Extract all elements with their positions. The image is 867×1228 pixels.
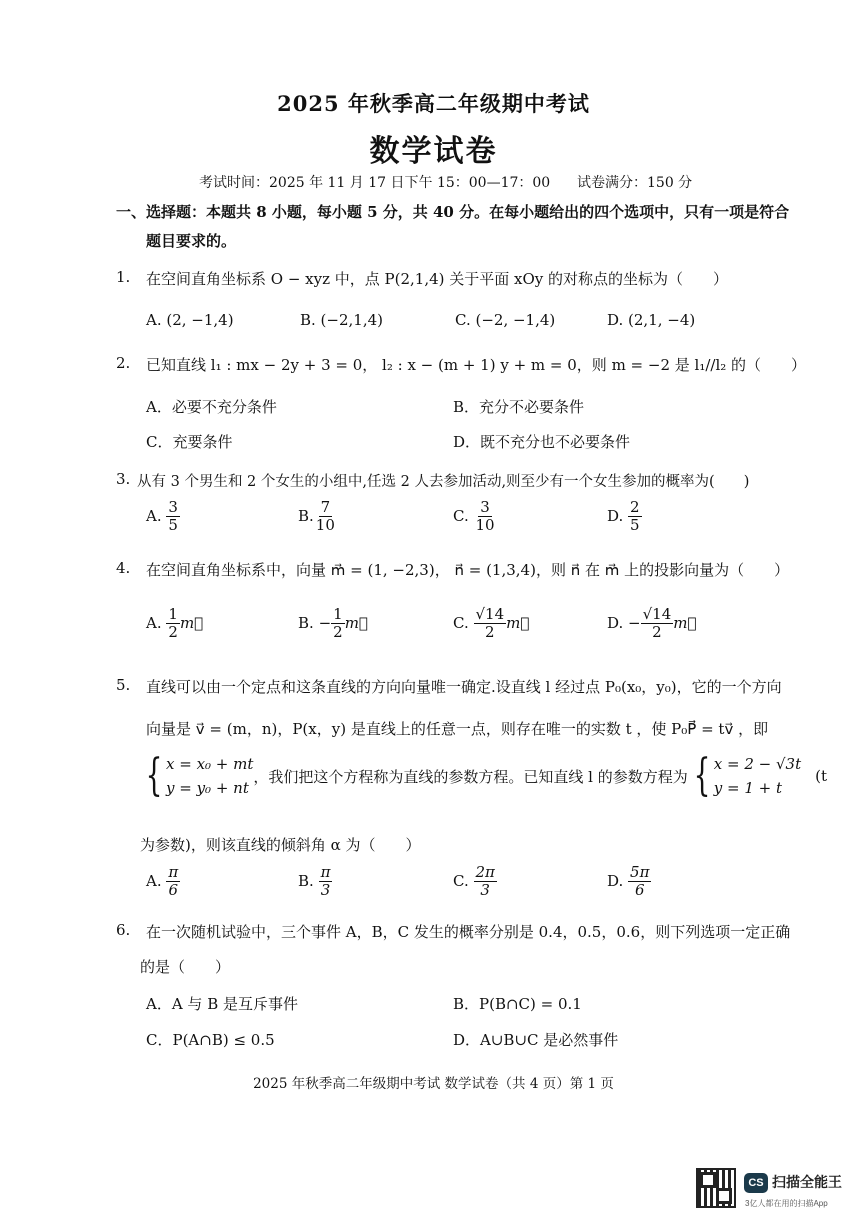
q2-option-b: B．充分不必要条件 [453, 398, 585, 416]
q6-line2: 的是（ ） [140, 958, 231, 976]
q5-line4: 为参数)，则该直线的倾斜角 α 为（ ） [140, 836, 421, 854]
section-heading-line2: 题目要求的。 [146, 232, 237, 250]
section-heading-line1: 一、选择题：本题共 8 小题，每小题 5 分，共 40 分。在每小题给出的四个选项中，只有一项是符合 [116, 203, 790, 221]
q3-option-d [607, 499, 642, 535]
q5-c-label: C. [453, 871, 469, 890]
q4-b-fraction [331, 606, 345, 642]
row-y: y = 1 + t [713, 779, 783, 797]
numerator: 1 [168, 605, 178, 623]
camscanner-tagline: 3亿人都在用的扫描App [745, 1199, 828, 1208]
q3-b-fraction [314, 499, 337, 535]
denominator: 6 [168, 881, 179, 900]
row-y: y = y₀ + nt [166, 779, 249, 797]
q1-option-d: D. (2,1, −4) [607, 311, 696, 329]
q2-option-c: C．充要条件 [146, 433, 233, 451]
q4-number: 4. [116, 559, 131, 577]
denominator: 10 [475, 516, 495, 535]
q6-option-b: B．P(B∩C) = 0.1 [453, 995, 582, 1013]
q2-option-a: A．必要不充分条件 [146, 398, 277, 416]
q5-option-d [607, 864, 651, 900]
vector-m: m⃗ [344, 613, 368, 632]
exam-title: 2025 年秋季高二年级期中考试 [277, 91, 590, 116]
q5-c-fraction [474, 864, 497, 900]
brace-icon: { [693, 750, 711, 801]
q3-a-fraction [166, 499, 180, 535]
q5-d-fraction [628, 864, 651, 900]
q3-number: 3. [116, 470, 131, 488]
q4-d-fraction [641, 606, 674, 642]
numerator: √14 [642, 605, 672, 623]
q5-line3 [140, 752, 827, 800]
q5-b-fraction [319, 864, 333, 900]
q5-option-c [453, 864, 497, 900]
q4-b-label: B. [298, 613, 314, 632]
sign: − [628, 613, 641, 632]
numerator: 1 [333, 605, 343, 623]
q3-option-b [298, 499, 337, 535]
q3-option-c [453, 499, 497, 535]
q5-line2: 向量是 v⃗ = (m，n)，P(x，y) 是直线上的任意一点，则存在唯一的实数 t ，使 P₀P⃗ = tv⃗ ，即 [146, 720, 769, 738]
numerator: 2π [475, 863, 495, 881]
param-system-general [140, 752, 253, 800]
q4-a-fraction [166, 606, 180, 642]
q4-d-label: D. [607, 613, 624, 632]
q2-option-d: D．既不充分也不必要条件 [453, 433, 631, 451]
q1-option-c: C. (−2, −1,4) [455, 311, 556, 329]
full-score: 试卷满分：150 分 [577, 175, 693, 191]
q5-a-fraction [166, 864, 180, 900]
denominator: 6 [634, 881, 645, 900]
q4-option-d [607, 606, 697, 642]
q4-stem: 在空间直角坐标系中，向量 m⃗ = (1, −2,3)， n⃗ = (1,3,4)，则 n⃗ 在 m⃗ 上的投影向量为（ ） [146, 561, 790, 579]
q5-line3-text: ，我们把这个方程称为直线的参数方程。已知直线 l 的参数方程为 [253, 767, 688, 786]
row-x: x = 2 − √3t [713, 755, 802, 773]
q2-stem: 已知直线 l₁ : mx − 2y + 3 = 0， l₂ : x − (m + 1) y + m = 0，则 m = −2 是 l₁//l₂ 的（ ） [146, 356, 807, 374]
q6-option-d: D．A∪B∪C 是必然事件 [453, 1031, 619, 1049]
q3-option-a [146, 499, 180, 535]
system-rows [166, 752, 253, 800]
qr-code-icon [696, 1168, 736, 1208]
numerator: 3 [480, 498, 490, 516]
q6-option-c: C．P(A∩B) ≤ 0.5 [146, 1031, 275, 1049]
q3-c-label: C. [453, 506, 469, 525]
numerator: 5π [630, 863, 650, 881]
q4-c-fraction [474, 606, 507, 642]
denominator: 3 [320, 881, 331, 900]
row-x: x = x₀ + mt [166, 755, 254, 773]
q5-option-b [298, 864, 332, 900]
q1-option-b: B. (−2,1,4) [300, 311, 383, 329]
denominator: 5 [630, 516, 640, 535]
subject-title: 数学试卷 [369, 134, 498, 169]
q3-b-label: B. [298, 506, 314, 525]
q6-number: 6. [116, 921, 131, 939]
page-footer: 2025 年秋季高二年级期中考试 数学试卷（共 4 页）第 1 页 [253, 1076, 614, 1092]
q5-d-label: D. [607, 871, 624, 890]
denominator: 5 [168, 516, 178, 535]
denominator: 3 [480, 881, 490, 900]
q5-b-label: B. [298, 871, 314, 890]
q4-option-b [298, 606, 368, 642]
denominator: 2 [168, 623, 178, 642]
q5-a-label: A. [146, 871, 162, 890]
q5-line1: 直线可以由一个定点和这条直线的方向向量唯一确定.设直线 l 经过点 P₀(x₀，y₀)，它的一个方向 [146, 678, 782, 696]
vector-m: m⃗ [506, 613, 530, 632]
numerator: √14 [475, 605, 505, 623]
camscanner-name: 扫描全能王 [772, 1174, 842, 1190]
q4-a-label: A. [146, 613, 162, 632]
q5-line3-end: (t [815, 767, 827, 785]
exam-time: 考试时间：2025 年 11 月 17 日下午 15：00—17：00 [199, 175, 551, 191]
q6-option-a: A．A 与 B 是互斥事件 [146, 995, 298, 1013]
q1-stem: 在空间直角坐标系 O − xyz 中，点 P(2,1,4) 关于平面 xOy 的对称点的坐标为（ ） [146, 270, 729, 288]
system-rows [714, 752, 801, 800]
numerator: π [320, 863, 331, 881]
q1-number: 1. [116, 268, 131, 286]
vector-m: m⃗ [179, 613, 204, 632]
q4-option-a [146, 606, 203, 642]
q4-option-c [453, 606, 529, 642]
q3-c-fraction [474, 499, 497, 535]
q4-c-label: C. [453, 613, 469, 632]
numerator: 3 [168, 498, 178, 516]
q3-d-label: D. [607, 506, 624, 525]
numerator: π [168, 863, 179, 881]
q3-stem: 从有 3 个男生和 2 个女生的小组中,任选 2 人去参加活动,则至少有一个女生参加的概率为( ) [137, 474, 750, 490]
q2-number: 2. [116, 354, 131, 372]
q5-number: 5. [116, 676, 131, 694]
denominator: 2 [333, 623, 343, 642]
camscanner-logo: CS [744, 1173, 768, 1193]
q3-d-fraction [628, 499, 642, 535]
q3-a-label: A. [146, 506, 162, 525]
q5-option-a [146, 864, 180, 900]
numerator: 2 [630, 498, 640, 516]
denominator: 2 [652, 623, 662, 642]
sign: − [318, 613, 332, 632]
numerator: 7 [320, 498, 331, 516]
q6-line1: 在一次随机试验中，三个事件 A，B，C 发生的概率分别是 0.4，0.5，0.6，则下列选项一定正确 [146, 923, 791, 941]
param-system-given [688, 752, 801, 800]
denominator: 10 [315, 516, 335, 535]
q1-option-a: A. (2, −1,4) [146, 311, 234, 329]
vector-m: m⃗ [673, 613, 697, 632]
brace-icon: { [145, 750, 163, 801]
denominator: 2 [485, 623, 495, 642]
